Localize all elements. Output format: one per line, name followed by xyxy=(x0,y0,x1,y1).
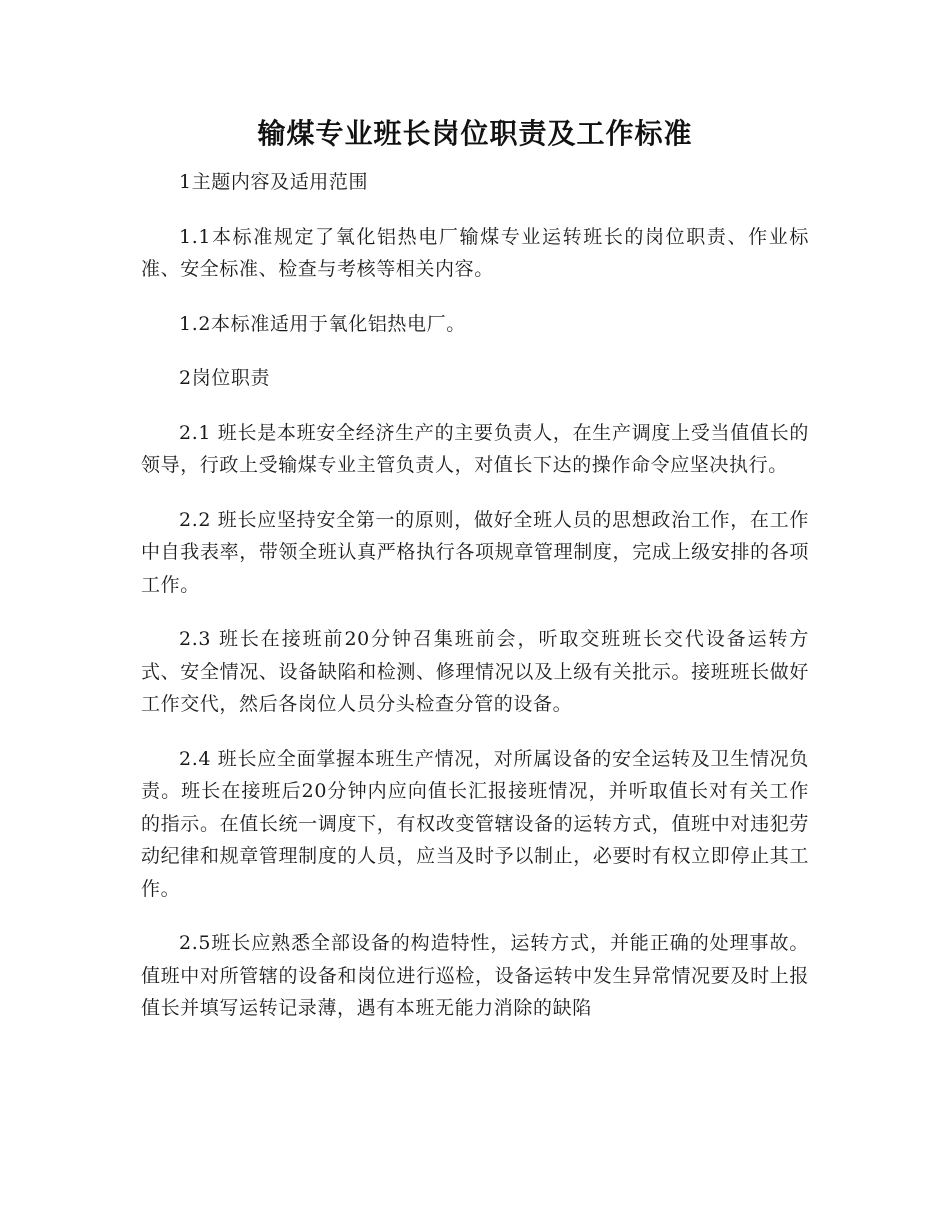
paragraph-2-3: 2.3 班长在接班前20分钟召集班前会，听取交班班长交代设备运转方式、安全情况、设备缺陷和检测、修理情况以及上级有关批示。接班班长做好工作交代，然后各岗位人员分头检查分管的设备。 xyxy=(141,628,809,715)
section-heading-2: 2岗位职责 xyxy=(179,367,271,389)
paragraph-2-4: 2.4 班长应全面掌握本班生产情况，对所属设备的安全运转及卫生情况负责。班长在接班后20分钟内应向值长汇报接班情况，并听取值长对有关工作的指示。在值长统一调度下，有权改变管辖设备的运转方式，值班中对违犯劳动纪律和规章管理制度的人员，应当及时予以制止，必要时有权立即停止其工作。 xyxy=(141,747,809,900)
paragraph-1-1: 1.1本标准规定了氧化铝热电厂输煤专业运转班长的岗位职责、作业标准、安全标准、检查与考核等相关内容。 xyxy=(141,225,809,280)
paragraph-2-2: 2.2 班长应坚持安全第一的原则，做好全班人员的思想政治工作，在工作中自我表率，带领全班认真严格执行各项规章管理制度，完成上级安排的各项工作。 xyxy=(141,508,809,596)
section-heading-1: 1主题内容及适用范围 xyxy=(179,171,369,193)
paragraph-2-1: 2.1 班长是本班安全经济生产的主要负责人，在生产调度上受当值值长的领导，行政上受输煤专业主管负责人，对值长下达的操作命令应坚决执行。 xyxy=(141,421,809,476)
document-body xyxy=(141,166,809,1047)
paragraph-1-2: 1.2本标准适用于氧化铝热电厂。 xyxy=(179,312,466,335)
paragraph-2-5: 2.5班长应熟悉全部设备的构造特性，运转方式，并能正确的处理事故。值班中对所管辖的设备和岗位进行巡检，设备运转中发生异常情况要及时上报值长并填写运转记录薄，遇有本班无能力消除的缺陷 xyxy=(141,932,809,1019)
document-title: 输煤专业班长岗位职责及工作标准 xyxy=(257,117,693,150)
